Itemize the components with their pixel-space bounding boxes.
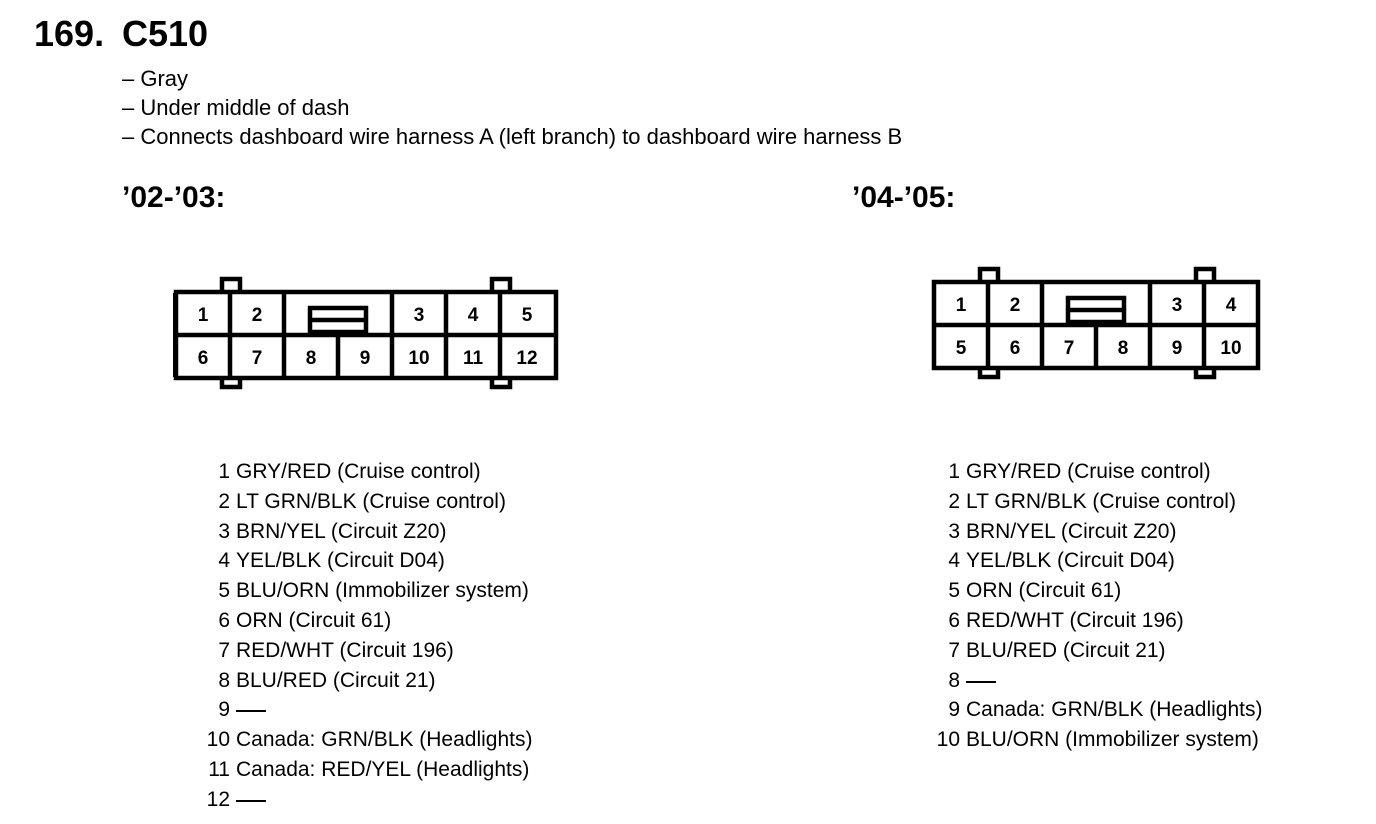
- pin-number: 1: [948, 460, 960, 483]
- pin-number: 5: [948, 579, 960, 603]
- pin-list-04-05: [930, 457, 1262, 755]
- pin-wire-description: ORN (Circuit 61): [236, 608, 392, 632]
- connector-pin-7: 7: [251, 348, 263, 369]
- list-item: [200, 606, 532, 636]
- connector-pin-9: 9: [359, 348, 371, 369]
- connector-pin-1: 1: [197, 305, 209, 326]
- list-item: [930, 517, 1262, 547]
- list-item: [200, 725, 532, 755]
- list-item: [930, 576, 1262, 606]
- pin-wire-description: BLU/RED (Circuit 21): [236, 668, 436, 692]
- pin-number: 3: [948, 519, 960, 543]
- pin-wire-description: RED/WHT (Circuit 196): [236, 638, 454, 662]
- year-label-04-05: ’04-’05:: [852, 181, 956, 214]
- list-item: [200, 457, 532, 487]
- connector-pin-11: 11: [462, 348, 484, 369]
- connector-pin-5: 5: [521, 305, 533, 326]
- pin-wire-description: BRN/YEL (Circuit Z20): [236, 519, 447, 543]
- connector-pin-2: 2: [251, 305, 263, 326]
- description-location: – Under middle of dash: [122, 95, 350, 120]
- pin-number: 4: [948, 549, 960, 573]
- year-label-02-03: ’02-’03:: [122, 181, 226, 214]
- connector-pin-4: 4: [467, 305, 479, 326]
- connector-description: [122, 64, 902, 151]
- list-item: [930, 695, 1262, 725]
- pin-number: 3: [218, 519, 230, 543]
- pin-wire-description: Canada: GRN/BLK (Headlights): [236, 728, 533, 752]
- pin-number: 6: [948, 608, 960, 632]
- list-item: [930, 457, 1262, 487]
- unused-pin-dash: [236, 710, 266, 712]
- pin-list-02-03: [200, 457, 532, 815]
- pin-number: 4: [218, 549, 230, 573]
- connector-pin-2: 2: [1009, 295, 1021, 316]
- connector-pin-10: 10: [1220, 338, 1242, 359]
- unused-pin-dash: [236, 800, 266, 802]
- list-item: [200, 546, 532, 576]
- pin-number: 10: [936, 728, 960, 752]
- description-color: – Gray: [122, 66, 189, 91]
- pin-wire-description: LT GRN/BLK (Cruise control): [236, 489, 506, 513]
- list-item: [930, 606, 1262, 636]
- description-connection: – Connects dashboard wire harness A (left branch) to dashboard wire harness B: [122, 124, 903, 149]
- pin-wire-description: GRY/RED (Cruise control): [966, 460, 1211, 483]
- list-item: [930, 666, 1262, 696]
- pin-number: 1: [218, 460, 230, 483]
- pin-number: 2: [948, 489, 960, 513]
- pin-number: 2: [218, 489, 230, 513]
- pin-number: 11: [208, 757, 230, 781]
- connector-pin-4: 4: [1225, 295, 1237, 316]
- connector-pin-10: 10: [408, 348, 430, 369]
- connector-id: C510: [122, 13, 209, 54]
- pin-wire-description: BLU/ORN (Immobilizer system): [236, 579, 529, 603]
- pin-number: 5: [218, 579, 230, 603]
- list-item: [930, 636, 1262, 666]
- pin-wire-description: RED/WHT (Circuit 196): [966, 608, 1184, 632]
- pin-number: 8: [218, 668, 230, 692]
- pin-number: 10: [206, 728, 230, 752]
- pin-number: 9: [218, 698, 230, 722]
- connector-pin-6: 6: [1009, 338, 1021, 359]
- list-item: [200, 517, 532, 547]
- pin-wire-description: BLU/RED (Circuit 21): [966, 638, 1166, 662]
- pin-wire-description: BRN/YEL (Circuit Z20): [966, 519, 1177, 543]
- connector-face-10-pin: [928, 262, 1266, 386]
- pin-number: 9: [948, 698, 960, 722]
- connector-number: 169.: [34, 13, 105, 54]
- pin-wire-description: Canada: RED/YEL (Headlights): [236, 757, 530, 781]
- list-item: [200, 576, 532, 606]
- connector-pin-9: 9: [1171, 338, 1183, 359]
- pin-wire-description: LT GRN/BLK (Cruise control): [966, 489, 1236, 513]
- connector-pin-1: 1: [955, 295, 967, 316]
- connector-face-12-pin: [170, 272, 562, 396]
- pin-number: 8: [948, 668, 960, 692]
- pin-wire-description: GRY/RED (Cruise control): [236, 460, 481, 483]
- list-item: [200, 666, 532, 696]
- connector-pin-7: 7: [1063, 338, 1075, 359]
- pin-wire-description: YEL/BLK (Circuit D04): [236, 549, 445, 573]
- connector-pin-8: 8: [1117, 338, 1129, 359]
- unused-pin-dash: [966, 681, 996, 683]
- connector-pin-5: 5: [955, 338, 967, 359]
- list-item: [200, 695, 532, 725]
- connector-heading: [34, 12, 208, 56]
- pin-wire-description: ORN (Circuit 61): [966, 579, 1122, 603]
- list-item: [200, 755, 532, 785]
- connector-pin-6: 6: [197, 348, 209, 369]
- pin-number: 7: [948, 638, 960, 662]
- pin-wire-description: BLU/ORN (Immobilizer system): [966, 728, 1259, 752]
- list-item: [930, 725, 1262, 755]
- list-item: [200, 636, 532, 666]
- pin-number: 6: [218, 608, 230, 632]
- list-item: [200, 785, 532, 815]
- list-item: [930, 546, 1262, 576]
- connector-pin-3: 3: [413, 305, 425, 326]
- pin-wire-description: YEL/BLK (Circuit D04): [966, 549, 1175, 573]
- connector-pin-8: 8: [305, 348, 317, 369]
- pin-number: 7: [218, 638, 230, 662]
- pin-wire-description: Canada: GRN/BLK (Headlights): [966, 698, 1263, 722]
- list-item: [930, 487, 1262, 517]
- pin-number: 12: [206, 787, 230, 811]
- connector-pin-3: 3: [1171, 295, 1183, 316]
- connector-pin-12: 12: [516, 348, 538, 369]
- list-item: [200, 487, 532, 517]
